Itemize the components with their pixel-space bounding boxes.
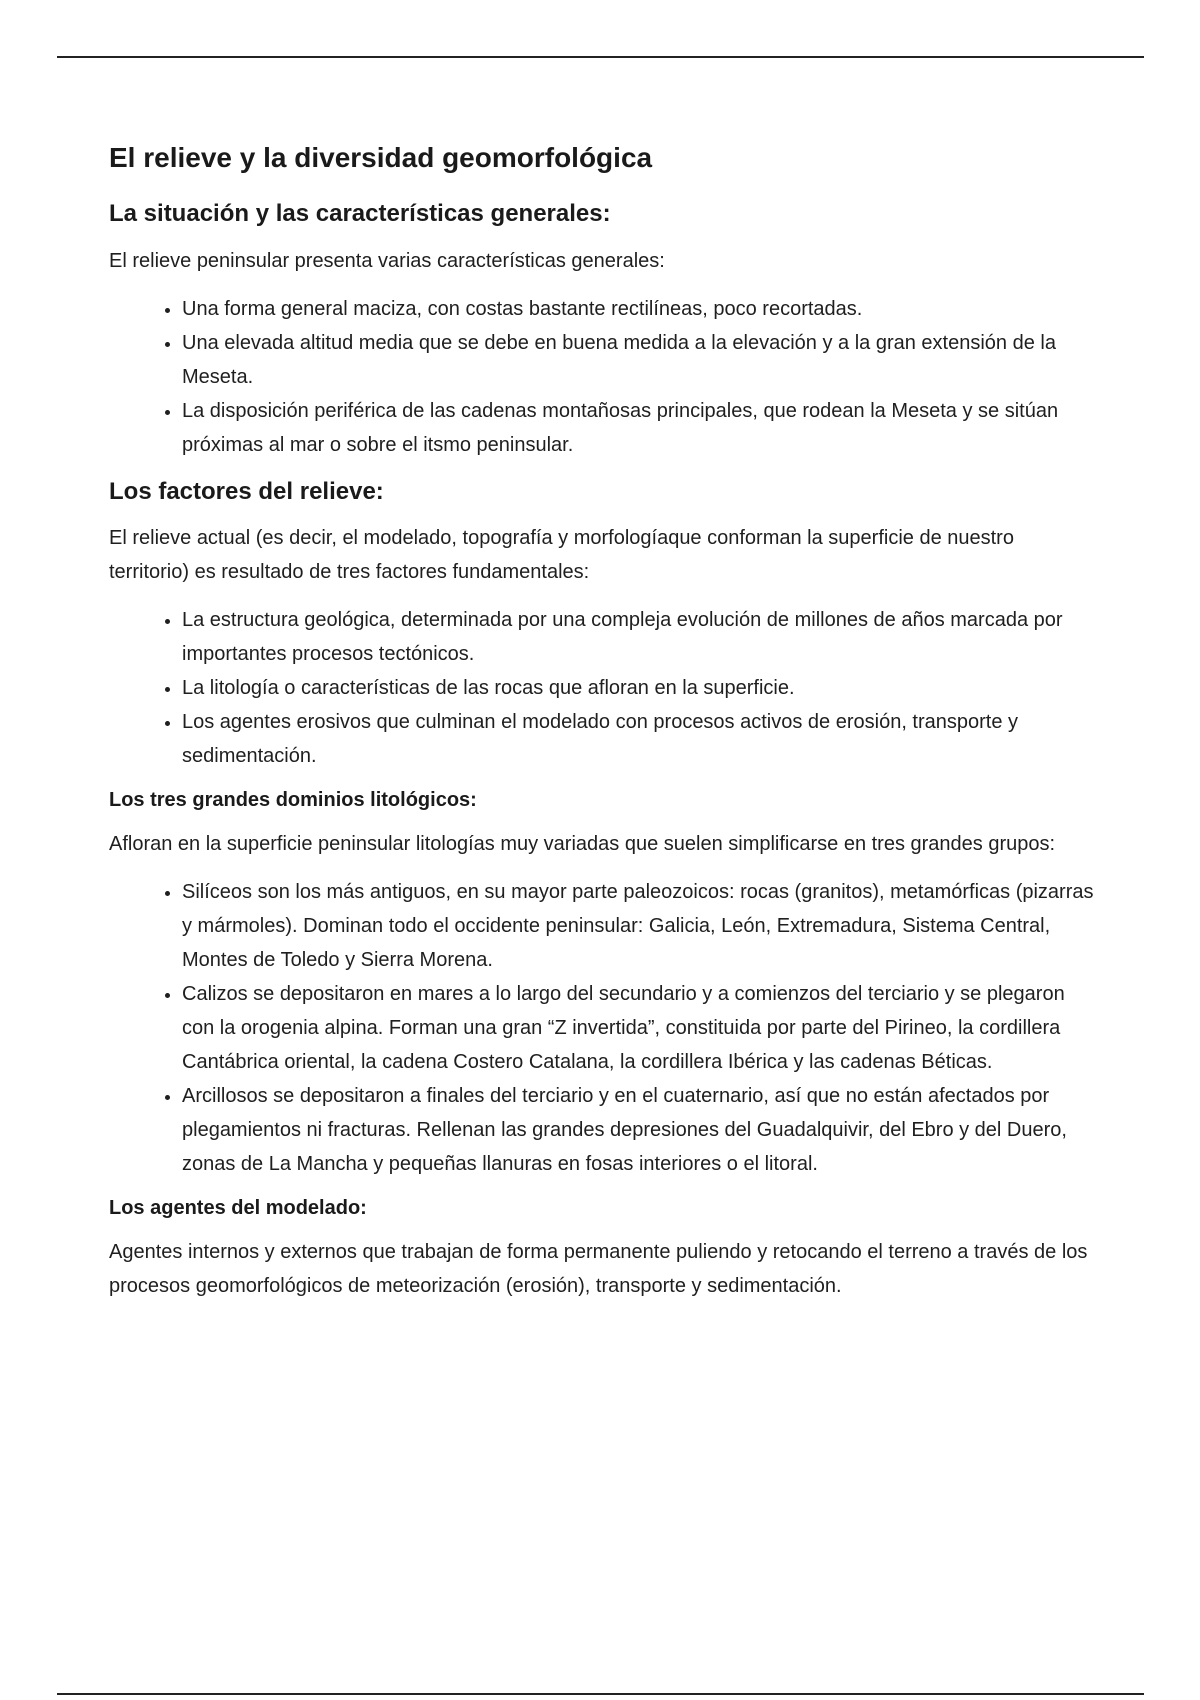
section-intro: Agentes internos y externos que trabajan de forma permanente puliendo y retocando el terreno a través de los procesos geomorfológicos de meteorización (erosión), transporte y sedimentación.: [109, 1240, 1088, 1297]
list-item: • Arcillosos se depositaron a finales del terciario y en el cuaternario, así que no están afectados por plegamientos ni fracturas. Rellenan las grandes depresiones del Guadalquivir, del Ebro y del Duero, zonas de La Mancha y pequeñas llanuras en fosas interiores o el litoral.: [182, 1079, 1099, 1181]
list-item: • Los agentes erosivos que culminan el modelado con procesos activos de erosión, transporte y sedimentación.: [182, 705, 1099, 773]
page-title: El relieve y la diversidad geomorfológica: [109, 142, 653, 173]
section-heading-factores: Los factores del relieve:: [109, 477, 384, 505]
section-heading-dominios: Los tres grandes dominios litológicos:: [109, 788, 477, 811]
section-intro: El relieve actual (es decir, el modelado, topografía y morfologíaque conforman la superficie de nuestro territorio) es resultado de tres factores fundamentales:: [109, 526, 1014, 583]
bullet-list: [109, 292, 1099, 462]
section-heading-situacion: La situación y las características generales:: [109, 200, 611, 228]
section-heading-agentes: Los agentes del modelado:: [109, 1196, 367, 1219]
list-item: • Una elevada altitud media que se debe en buena medida a la elevación y a la gran extensión de la Meseta.: [182, 326, 1099, 394]
bullet-list: [109, 603, 1099, 773]
list-item: • Una forma general maciza, con costas bastante rectilíneas, poco recortadas.: [182, 292, 1099, 326]
bottom-divider: [57, 1693, 1144, 1695]
list-item: • La disposición periférica de las cadenas montañosas principales, que rodean la Meseta y se sitúan próximas al mar o sobre el itsmo peninsular.: [182, 394, 1099, 462]
list-item: • La estructura geológica, determinada por una compleja evolución de millones de años marcada por importantes procesos tectónicos.: [182, 603, 1099, 671]
list-item: • Silíceos son los más antiguos, en su mayor parte paleozoicos: rocas (granitos), metamórficas (pizarras y mármoles). Dominan todo el occidente peninsular: Galicia, León, Extremadura, Sistema Central, Montes de Toledo y Sierra Morena.: [182, 875, 1099, 977]
top-divider: [57, 56, 1144, 58]
section-intro: Afloran en la superficie peninsular litologías muy variadas que suelen simplificarse en tres grandes grupos:: [109, 832, 1056, 855]
document-body: [109, 140, 1099, 1317]
bullet-list: [109, 875, 1099, 1181]
section-intro: El relieve peninsular presenta varias características generales:: [109, 249, 665, 272]
list-item: • Calizos se depositaron en mares a lo largo del secundario y a comienzos del terciario y se plegaron con la orogenia alpina. Forman una gran “Z invertida”, constituida por parte del Pirineo, la cordillera Cantábrica oriental, la cadena Costero Catalana, la cordillera Ibérica y las cadenas Béticas.: [182, 977, 1099, 1079]
list-item: • La litología o características de las rocas que afloran en la superficie.: [182, 671, 1099, 705]
